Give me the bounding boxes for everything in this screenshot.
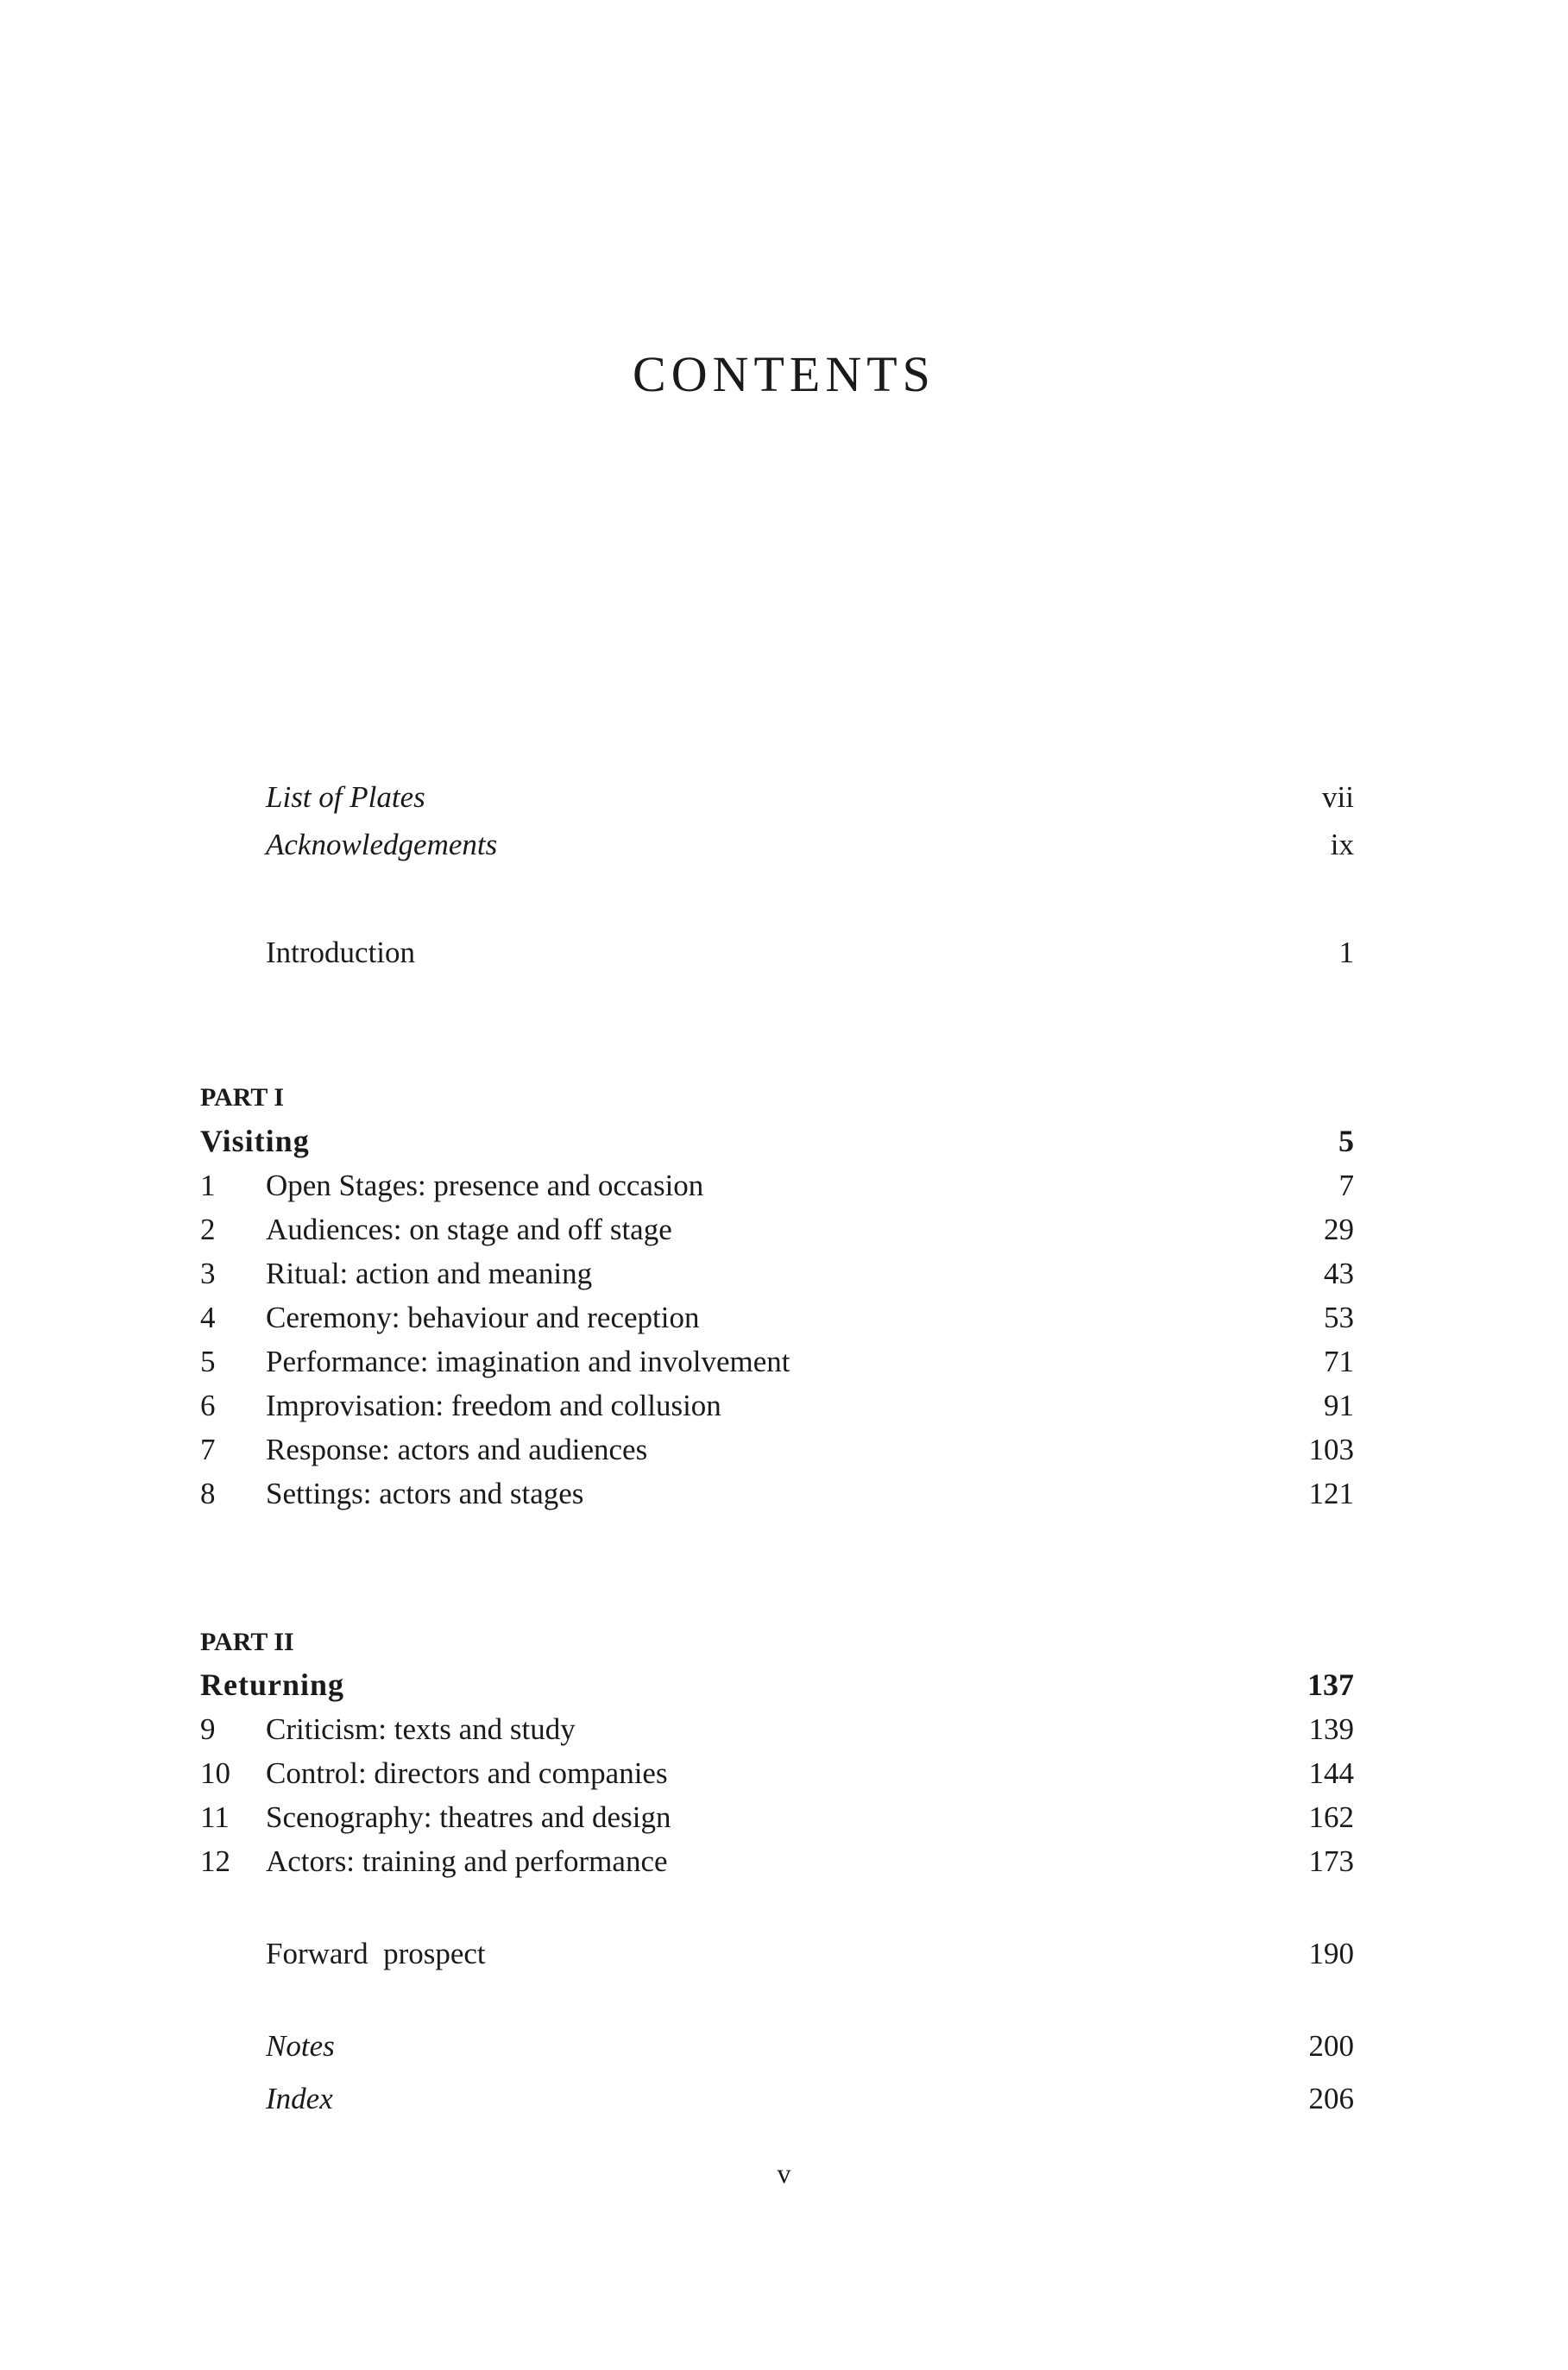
chapter-page: 71: [1324, 1345, 1354, 1378]
toc-chapter[interactable]: [0, 1341, 1568, 1383]
chapter-page: 91: [1324, 1389, 1354, 1422]
toc-entry-page: 1: [1338, 936, 1354, 969]
chapter-page: 29: [1324, 1213, 1354, 1246]
chapter-title: Audiences: on stage and off stage: [266, 1213, 672, 1246]
toc-chapter[interactable]: [0, 1253, 1568, 1295]
chapter-number: 5: [200, 1345, 216, 1378]
chapter-number: 2: [200, 1213, 216, 1246]
page-title: CONTENTS: [633, 346, 935, 402]
toc-entry-label: Index: [266, 2082, 333, 2115]
toc-entry-page: vii: [1322, 780, 1354, 814]
chapter-title: Response: actors and audiences: [266, 1433, 648, 1466]
part-label: PART I: [200, 1083, 285, 1112]
toc-entry-page: 206: [1308, 2082, 1354, 2115]
chapter-title: Ceremony: behaviour and reception: [266, 1301, 700, 1334]
part-label: PART II: [200, 1628, 294, 1656]
toc-chapter[interactable]: [0, 1209, 1568, 1251]
toc-chapter[interactable]: [0, 1165, 1568, 1207]
toc-chapter[interactable]: [0, 1297, 1568, 1339]
chapter-title: Control: directors and companies: [266, 1756, 668, 1790]
toc-entry-page: 200: [1308, 2029, 1354, 2063]
chapter-title: Ritual: action and meaning: [266, 1257, 593, 1290]
chapter-number: 12: [200, 1844, 230, 1878]
chapter-page: 53: [1324, 1301, 1354, 1334]
toc-entry-index[interactable]: [0, 2078, 1568, 2120]
part-page: 137: [1307, 1667, 1354, 1702]
chapter-title: Improvisation: freedom and collusion: [266, 1389, 721, 1422]
toc-chapter[interactable]: [0, 1429, 1568, 1471]
toc-entry-introduction[interactable]: [0, 932, 1568, 974]
chapter-page: 162: [1308, 1800, 1354, 1834]
toc-chapter[interactable]: [0, 1473, 1568, 1515]
toc-entry-label: Acknowledgements: [266, 828, 498, 861]
chapter-number: 3: [200, 1257, 216, 1290]
toc-chapter[interactable]: [0, 1385, 1568, 1427]
toc-entry-list-of-plates[interactable]: [0, 777, 1568, 818]
chapter-title: Scenography: theatres and design: [266, 1800, 671, 1834]
chapter-page: 43: [1324, 1257, 1354, 1290]
chapter-title: Settings: actors and stages: [266, 1477, 584, 1510]
part-heading-returning[interactable]: [0, 1664, 1568, 1705]
chapter-title: Criticism: texts and study: [266, 1712, 576, 1746]
chapter-number: 9: [200, 1712, 216, 1746]
chapter-number: 7: [200, 1433, 216, 1466]
chapter-page: 7: [1338, 1169, 1354, 1202]
chapter-number: 1: [200, 1169, 216, 1202]
page-folio: v: [777, 2158, 791, 2189]
toc-entry-label: Introduction: [266, 936, 416, 969]
chapter-number: 8: [200, 1477, 216, 1510]
part-heading-visiting[interactable]: [0, 1120, 1568, 1162]
chapter-number: 10: [200, 1756, 230, 1790]
toc-entry-acknowledgements[interactable]: [0, 824, 1568, 866]
toc-entry-label: Notes: [266, 2029, 335, 2063]
toc-entry-label: List of Plates: [266, 780, 425, 814]
chapter-page: 173: [1308, 1844, 1354, 1878]
toc-entry-forward-prospect[interactable]: [0, 1933, 1568, 1975]
toc-chapter[interactable]: [0, 1797, 1568, 1838]
chapter-page: 121: [1308, 1477, 1354, 1510]
toc-entry-page: 190: [1308, 1937, 1354, 1970]
chapter-title: Open Stages: presence and occasion: [266, 1169, 704, 1202]
chapter-page: 144: [1308, 1756, 1354, 1790]
toc-chapter[interactable]: [0, 1753, 1568, 1794]
chapter-title: Performance: imagination and involvement: [266, 1345, 790, 1378]
toc-entry-notes[interactable]: [0, 2026, 1568, 2067]
chapter-page: 139: [1308, 1712, 1354, 1746]
chapter-number: 4: [200, 1301, 216, 1334]
toc-chapter[interactable]: [0, 1709, 1568, 1750]
part-title: Visiting: [200, 1124, 310, 1158]
toc-chapter[interactable]: [0, 1841, 1568, 1882]
chapter-title: Actors: training and performance: [266, 1844, 668, 1878]
toc-entry-page: ix: [1330, 828, 1354, 861]
part-page: 5: [1338, 1124, 1354, 1158]
chapter-number: 11: [200, 1800, 230, 1834]
chapter-number: 6: [200, 1389, 216, 1422]
part-title: Returning: [200, 1667, 345, 1702]
toc-entry-label: Forward prospect: [266, 1937, 486, 1970]
chapter-page: 103: [1308, 1433, 1354, 1466]
